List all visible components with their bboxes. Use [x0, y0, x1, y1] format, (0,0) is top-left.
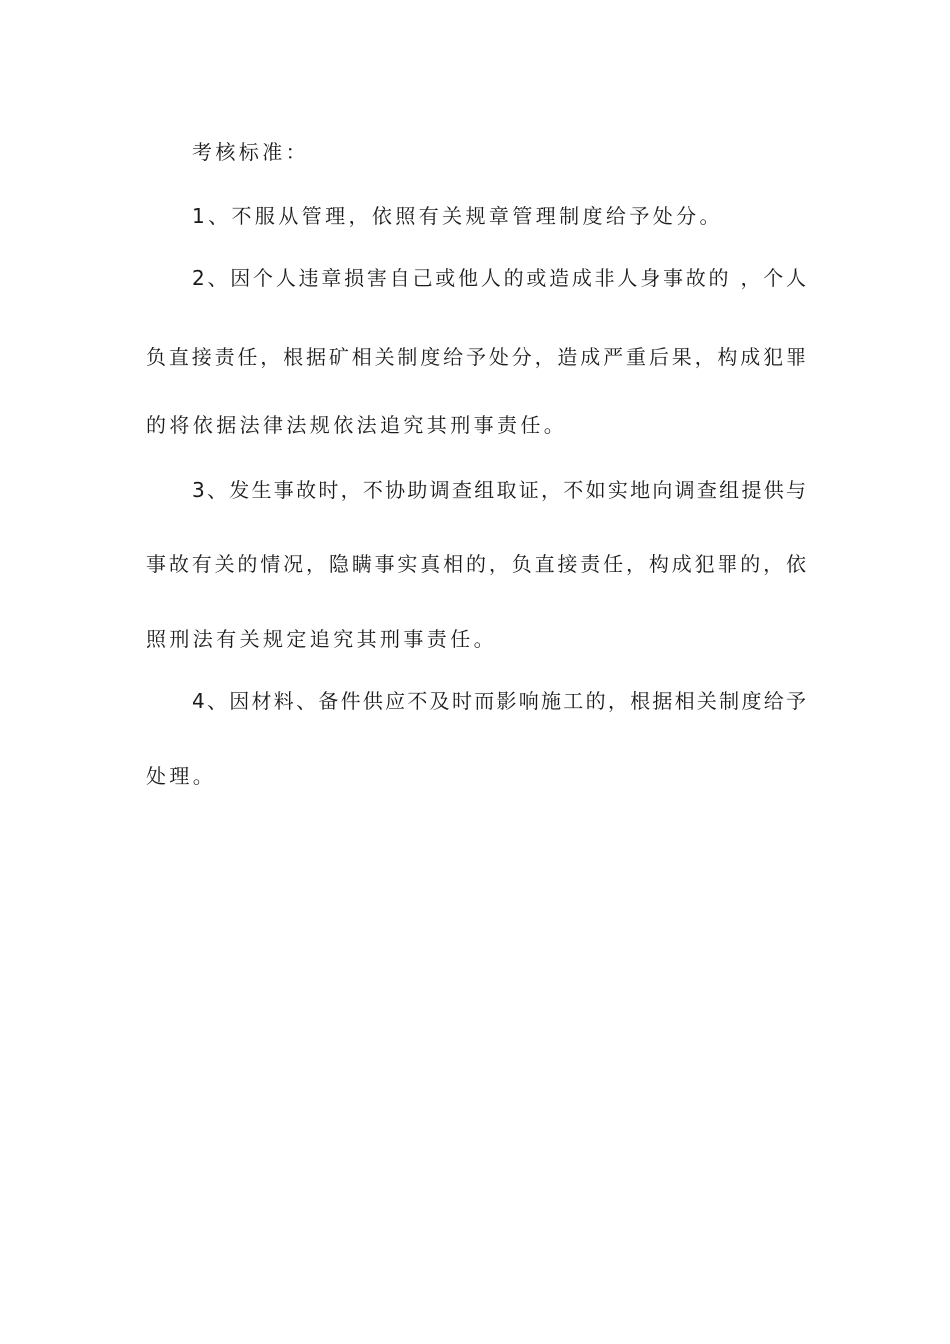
paragraph-4-line-1: 4、因材料、备件供应不及时而影响施工的，根据相关制度给予 — [192, 689, 806, 713]
paragraph-4-line-2: 处理。 — [146, 764, 217, 788]
paragraph-3-line-2: 事故有关的情况，隐瞒事实真相的，负直接责任，构成犯罪的，依 — [146, 552, 806, 576]
paragraph-3-line-1: 3、发生事故时，不协助调查组取证，不如实地向调查组提供与 — [192, 478, 806, 502]
paragraph-2-line-2: 负直接责任，根据矿相关制度给予处分，造成严重后果，构成犯罪 — [146, 345, 806, 369]
paragraph-2-line-1: 2、因个人违章损害自己或他人的或造成非人身事故的 ，个人 — [192, 266, 806, 290]
paragraph-1-line-1: 1、不服从管理，依照有关规章管理制度给予处分。 — [192, 204, 723, 228]
section-heading: 考核标准： — [192, 140, 309, 164]
paragraph-3-line-3: 照刑法有关规定追究其刑事责任。 — [146, 627, 497, 651]
paragraph-2-line-3: 的将依据法律法规依法追究其刑事责任。 — [146, 413, 568, 437]
